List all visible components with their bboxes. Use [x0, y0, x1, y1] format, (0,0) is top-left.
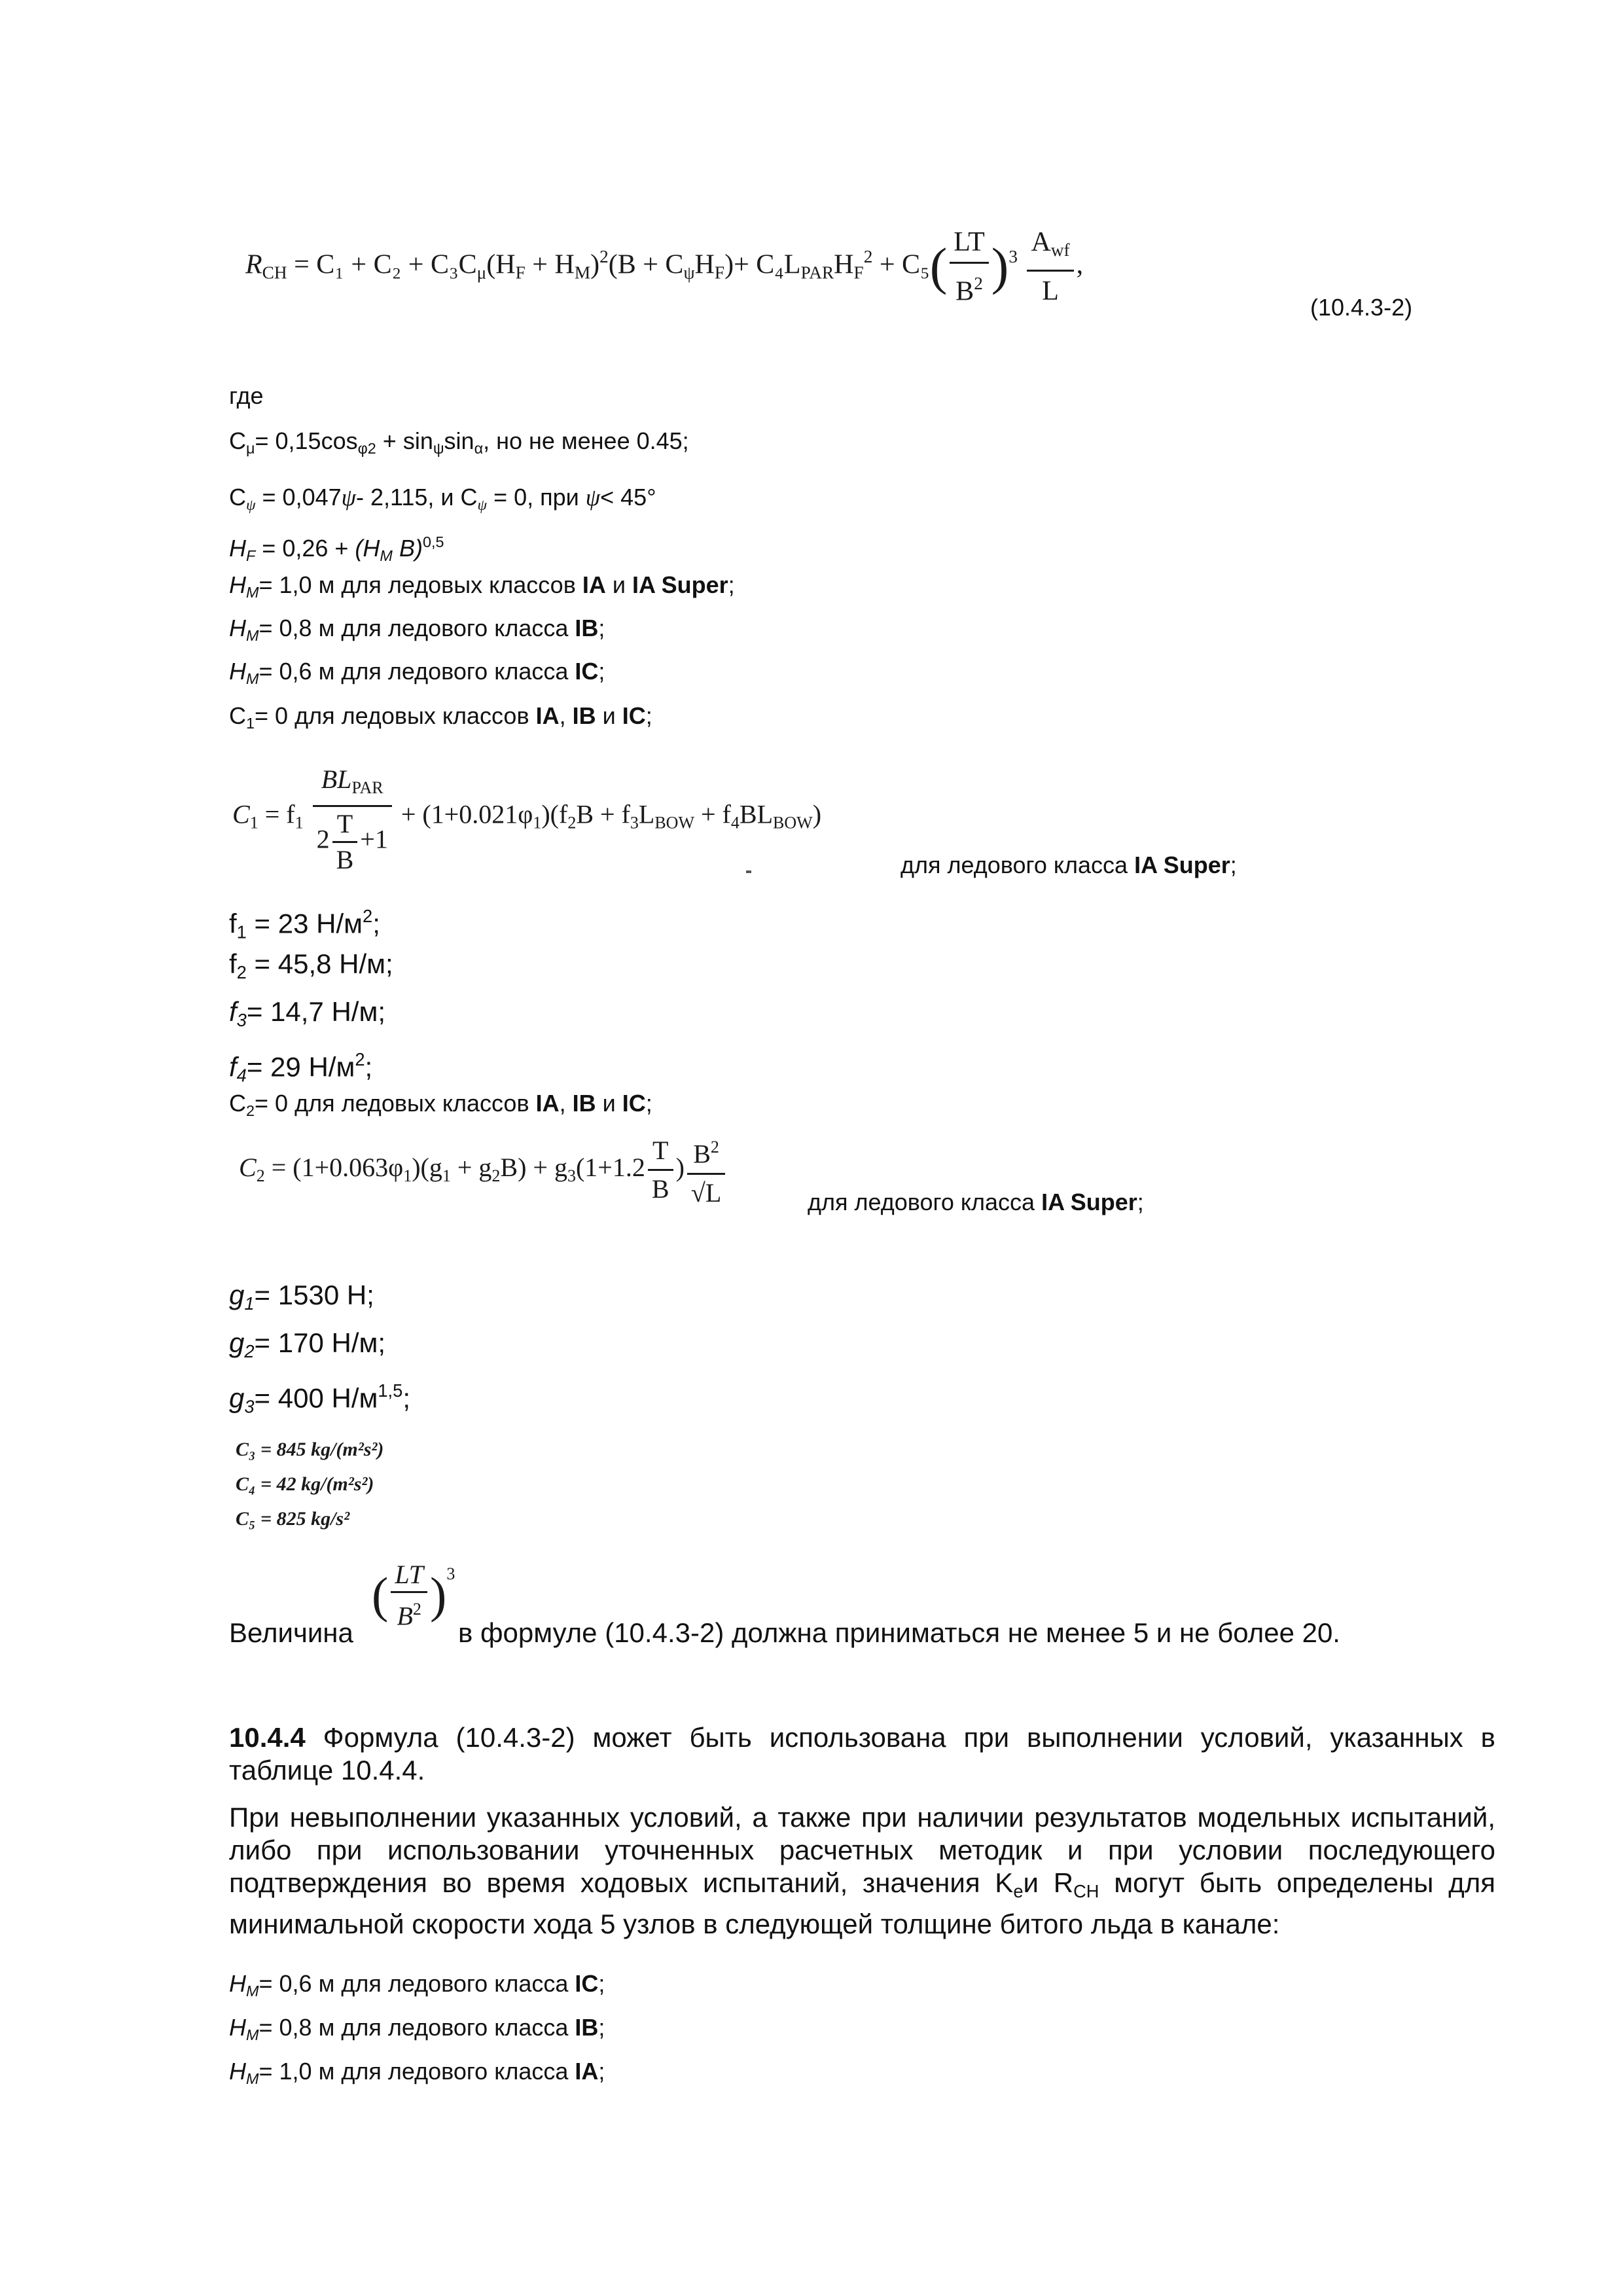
line-text: H [229, 571, 246, 598]
line-text: ψ [477, 497, 488, 514]
formula-text: 2 [974, 274, 983, 293]
line-text: M [246, 2070, 259, 2088]
formula-text: B) + g [500, 1152, 567, 1182]
formula-text: B [955, 276, 974, 307]
line-text: IB [575, 2014, 599, 2041]
line-text: M [246, 584, 259, 601]
formula-text: BL [739, 799, 774, 829]
line-text: 2 [244, 1341, 255, 1362]
formula-text: 2 [567, 813, 577, 833]
line-text: для ледового класса [901, 852, 1135, 878]
formula-text: B [651, 1174, 669, 1204]
line-text: 2 [363, 906, 373, 926]
formula-paren: ) [430, 1568, 447, 1623]
line-text: и [605, 571, 632, 598]
line-text: IA [575, 2058, 599, 2085]
formula-text: 2 [491, 1166, 501, 1185]
line-text: ψ [246, 497, 256, 514]
formula-text: B [397, 1601, 413, 1631]
equation-number: (10.4.3-2) [1310, 294, 1413, 321]
formula-text: + C₅ [872, 249, 930, 280]
f4-line [229, 1042, 372, 1094]
formula-text: = f [258, 799, 295, 829]
line-text: ; [372, 908, 380, 939]
line-text: ; [598, 2058, 605, 2085]
line-text: , [559, 702, 573, 729]
formula-text: L [1042, 276, 1059, 307]
formula-fraction [313, 762, 392, 877]
line-text: , [559, 1090, 573, 1117]
formula-text: 2 [710, 1138, 719, 1157]
f1-line [229, 899, 380, 950]
f3-line [229, 994, 385, 1038]
formula-text: H [834, 249, 854, 280]
line-text: = 0,6 м для ледового класса [259, 1970, 575, 1997]
formula-text: 3 [1008, 246, 1018, 266]
formula-text: + f [694, 799, 731, 829]
formula-text: = (1+0.063φ [264, 1152, 404, 1182]
formula-text: + H [525, 249, 575, 280]
c5-constant: C₅ = 825 kg/s² [236, 1508, 350, 1530]
f2-line [229, 946, 393, 990]
line-text: 1 [244, 1293, 255, 1314]
line-text: g [229, 1327, 245, 1358]
c2-zero-line [229, 1089, 652, 1125]
line-text: для ледового класса [808, 1189, 1042, 1215]
line-text: ψ [585, 484, 601, 511]
line-text: ; [402, 1382, 410, 1414]
c3-constant: C₃ = 845 kg/(m²s²) [236, 1439, 384, 1460]
final-hm-line-1 [229, 1969, 605, 2005]
formula-text: 3 [446, 1564, 455, 1583]
line-text: H [229, 658, 246, 685]
line-text: 4 [236, 1065, 247, 1086]
paragraph-text: и R [1023, 1867, 1074, 1898]
formula-text: )+ C₄L [724, 249, 801, 280]
formula-text: )(f [541, 799, 568, 829]
line-text: f [229, 948, 237, 979]
formula-text: F [714, 262, 725, 283]
line-text: f [229, 996, 237, 1027]
line-text: , но не менее 0.45; [483, 427, 689, 454]
formula-text: C [239, 1152, 257, 1182]
where-label: где [229, 382, 264, 409]
hf-line [229, 528, 444, 570]
formula-text: R [245, 249, 262, 280]
line-text: IA [535, 702, 560, 729]
line-text: IA Super [1134, 852, 1230, 878]
line-text: - 2,115, и C [356, 484, 478, 511]
formula-text: + g [450, 1152, 492, 1182]
line-text: ψ [433, 440, 444, 457]
formula-den [313, 807, 392, 877]
line-text: = 0,8 м для ледового класса [259, 2014, 575, 2041]
formula-text: 3 [630, 813, 639, 833]
line-text: IA [535, 1090, 560, 1117]
c1-zero-line [229, 702, 652, 738]
line-text: ; [598, 1970, 605, 1997]
formula-text: (H [486, 249, 516, 280]
g2-line [229, 1325, 385, 1369]
formula-fraction [391, 1558, 427, 1633]
line-text: C [229, 484, 246, 511]
formula-text: , [1076, 249, 1084, 280]
line-text: = 23 Н/м [246, 908, 363, 939]
line-text: M [246, 2026, 259, 2044]
line-text: IC [622, 1090, 646, 1117]
section-number: 10.4.4 [229, 1722, 306, 1753]
formula-text: L [638, 799, 655, 829]
line-text: = 29 Н/м [246, 1051, 355, 1083]
line-text: IC [575, 658, 599, 685]
line-text: 3 [244, 1396, 255, 1417]
formula-fraction [332, 807, 358, 877]
formula-den [950, 264, 988, 311]
line-text: = 14,7 Н/м; [246, 996, 386, 1027]
line-text: μ [246, 440, 255, 457]
formula-text: +1 [360, 824, 388, 854]
formula-text: 2 [316, 824, 330, 854]
line-text: H [229, 2014, 246, 2041]
formula-text: BL [321, 764, 352, 794]
formula-text: PAR [800, 262, 834, 283]
formula-text: ) [812, 799, 822, 829]
c2-formula [239, 1129, 728, 1211]
line-text: и [596, 702, 622, 729]
line-text: < 45° [600, 484, 656, 511]
line-text: ; [1230, 852, 1237, 878]
formula-text: √L [690, 1177, 722, 1208]
final-hm-line-3 [229, 2057, 605, 2093]
hm-line-1 [229, 571, 735, 607]
line-text: f [229, 1051, 237, 1083]
formula-text: 2 [412, 1599, 421, 1619]
line-text: ; [1137, 1189, 1144, 1215]
line-text: IB [572, 1090, 596, 1117]
formula-fraction [1027, 223, 1073, 311]
formula-text: 1 [533, 813, 542, 833]
line-text: M [380, 547, 393, 565]
formula-text: BOW [773, 813, 813, 833]
formula-text: CH [262, 262, 287, 283]
note-ia-super-2 [808, 1188, 1144, 1217]
line-text: f [229, 908, 237, 939]
line-text: sin [444, 427, 474, 454]
line-text: H [229, 615, 246, 641]
line-text: M [246, 627, 259, 645]
formula-text: LT [950, 223, 988, 264]
line-text: IA Super [632, 571, 728, 598]
paragraph-text: Формула (10.4.3-2) может быть использована при выполнении условий, указанных в таблице 10.4.4. [229, 1722, 1495, 1785]
formula-paren: ( [929, 238, 948, 296]
line-text: = 1,0 м для ледовых классов [259, 571, 582, 598]
formula-text: 2 [599, 246, 609, 266]
formula-text: BOW [654, 813, 694, 833]
formula-text: ) [675, 1152, 685, 1182]
c4-constant: C₄ = 42 kg/(m²s²) [236, 1473, 374, 1495]
line-text: и [596, 1090, 622, 1117]
paragraph-10-4-4 [229, 1721, 1495, 1787]
line-text: IC [622, 702, 646, 729]
line-text: 2 [355, 1049, 365, 1069]
line-text: C [229, 427, 246, 454]
line-text: = 0,15cos [255, 427, 358, 454]
speck [746, 870, 751, 873]
line-text: ; [645, 702, 652, 729]
formula-text: 1 [249, 813, 259, 833]
final-hm-line-2 [229, 2013, 605, 2049]
formula-text: 1 [403, 1166, 412, 1185]
main-formula [245, 223, 1083, 311]
line-text: = 400 Н/м [254, 1382, 378, 1414]
c1-formula [232, 762, 821, 877]
line-text: IC [575, 1970, 599, 1997]
formula-num [1027, 223, 1073, 272]
line-text: M [246, 1982, 259, 2000]
line-text: = 0,6 м для ледового класса [259, 658, 575, 685]
formula-text: 1 [294, 813, 304, 833]
formula-text: ψ [683, 262, 695, 283]
line-text: = 170 Н/м; [254, 1327, 386, 1358]
line-text: = 0 для ледовых классов [255, 702, 536, 729]
line-text: M [246, 670, 259, 688]
formula-text: T [648, 1132, 673, 1171]
line-text: B [399, 535, 415, 562]
line-text: 1 [236, 922, 247, 942]
formula-text: wf [1050, 240, 1070, 260]
formula-fraction [648, 1132, 673, 1208]
line-text: = 0,047 [255, 484, 342, 511]
formula-text: B [336, 844, 354, 874]
line-text: IA Super [1041, 1189, 1137, 1215]
line-text: = 0 для ледовых классов [255, 1090, 536, 1117]
line-text: IB [575, 615, 599, 641]
formula-text: T [332, 807, 358, 843]
line-text: ; [365, 1051, 373, 1083]
formula-text: H [694, 249, 715, 280]
magnitude-text: в формуле (10.4.3-2) должна приниматься не менее 5 и не более 20. [458, 1617, 1340, 1648]
line-text: 1 [246, 715, 255, 732]
cmu-line [229, 427, 689, 463]
line-text: 0,5 [422, 533, 444, 550]
line-text: ; [645, 1090, 652, 1117]
hm-line-3 [229, 657, 605, 693]
formula-num [313, 762, 392, 807]
formula-text: B + f [576, 799, 630, 829]
formula-text: = C₁ + C₂ + C₃C [294, 249, 477, 280]
lt-b2-cube-formula [372, 1558, 455, 1632]
line-text: ) [414, 535, 423, 562]
formula-text: (B + C [608, 249, 684, 280]
line-text: 1,5 [378, 1380, 403, 1401]
g1-line [229, 1278, 374, 1321]
line-text: g [229, 1382, 245, 1414]
line-text: 2 [236, 962, 247, 983]
line-text: α [474, 440, 484, 457]
line-text: IA [582, 571, 606, 598]
formula-text: A [1031, 227, 1051, 258]
line-text: ; [598, 615, 605, 641]
formula-text: M [574, 262, 591, 283]
formula-text: B [693, 1139, 711, 1169]
formula-text: 3 [567, 1166, 576, 1185]
cpsi-line [229, 483, 656, 520]
paragraph-conditions [229, 1801, 1495, 1941]
formula-text: 2 [863, 246, 873, 266]
line-text: IB [572, 702, 596, 729]
formula-text: 4 [730, 813, 740, 833]
formula-text: C [232, 799, 250, 829]
formula-paren: ) [991, 238, 1009, 296]
line-text: = 0,8 м для ледового класса [259, 615, 575, 641]
line-text: F [246, 547, 256, 565]
line-text: ; [598, 658, 605, 685]
line-text: ; [728, 571, 735, 598]
formula-text: + (1+0.021φ [394, 799, 533, 829]
line-text: H [229, 1970, 246, 1997]
hm-line-2 [229, 614, 605, 650]
line-text: H [229, 535, 246, 562]
formula-num [687, 1129, 725, 1175]
magnitude-word: Величина [229, 1617, 353, 1648]
line-text: = 0, при [487, 484, 586, 511]
formula-text: 2 [256, 1166, 265, 1185]
g3-line [229, 1373, 410, 1425]
line-text: ; [598, 2014, 605, 2041]
formula-den [391, 1593, 427, 1633]
line-text: φ2 [357, 440, 376, 457]
formula-text: PAR [351, 778, 383, 797]
formula-text: (1+1.2 [575, 1152, 645, 1182]
line-text: (H [355, 535, 380, 562]
line-text: = 0,26 + [255, 535, 355, 562]
line-text: g [229, 1280, 245, 1310]
line-text: = 1,0 м для ледового класса [259, 2058, 575, 2085]
formula-text: μ [476, 262, 487, 283]
line-text: ψ [341, 484, 357, 511]
formula-text: F [853, 262, 864, 283]
line-text: + sin [376, 427, 433, 454]
formula-fraction [687, 1129, 725, 1211]
formula-text: 1 [442, 1166, 451, 1185]
formula-text: )(g [412, 1152, 442, 1182]
formula-text: F [515, 262, 526, 283]
line-text: C [229, 702, 246, 729]
line-text: C [229, 1090, 246, 1117]
formula-fraction [950, 223, 988, 311]
line-text: = 45,8 Н/м; [246, 948, 393, 979]
paragraph-text: e [1013, 1881, 1024, 1902]
line-text: = 1530 Н; [254, 1280, 374, 1310]
formula-text: LT [391, 1558, 427, 1593]
paragraph-text: могут быть определены для минимальной скорости хода 5 узлов в следующей толщине битого льда в канале: [229, 1867, 1495, 1940]
line-text: 3 [236, 1010, 247, 1031]
note-ia-super-1 [901, 851, 1237, 880]
line-text: H [229, 2058, 246, 2085]
line-text: 2 [246, 1102, 255, 1120]
paragraph-text: При невыполнении указанных условий, а также при наличии результатов модельных испытаний, либо при использовании уточненных расчетных методик и при условии последующего подтверждения во время ходовых испытаний, значения K [229, 1802, 1495, 1898]
paragraph-text: CH [1073, 1881, 1099, 1902]
formula-paren: ( [372, 1568, 389, 1623]
formula-text: ) [590, 249, 600, 280]
